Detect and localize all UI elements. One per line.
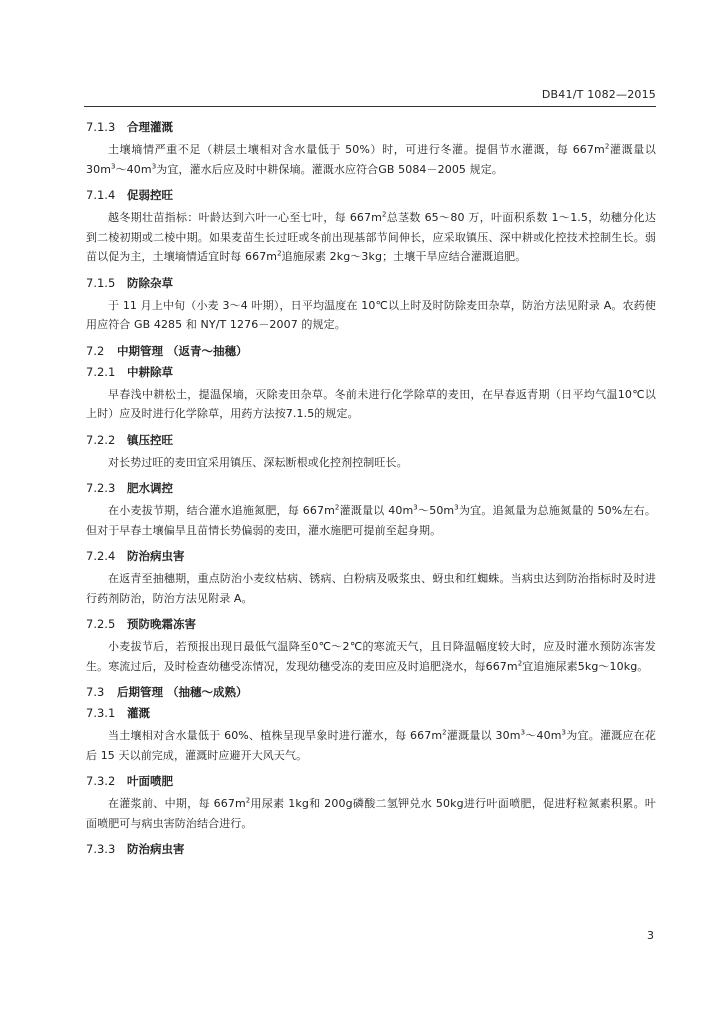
paragraph-text: 灌溉量以 40m — [339, 504, 414, 517]
section-heading — [86, 187, 656, 203]
paragraph-text: 总茎数 65～80 万，叶面积系数 1～1.5，幼穗分化达到二棱初期或二棱中期。如果麦苗生长过旺或冬前出现基部节间伸长，应采取镇压、深中耕或化控技术控制生长。弱苗以促为主，土壤墒情适宜时每 667m — [86, 211, 656, 263]
section-title: 促弱控旺 — [127, 188, 173, 202]
unit-superscript: 2 — [277, 249, 282, 258]
section-title: 镇压控旺 — [127, 432, 173, 447]
paragraph-text: 灌溉量以 30m — [86, 143, 656, 176]
unit-superscript: 2 — [245, 796, 251, 805]
paragraph-text: ～50m — [417, 504, 455, 517]
paragraph-text: 于 11 月上中旬（小麦 3～4 叶期），日平均温度在 10℃以上时及时防除麦田杂草，防治方法见附录 A。农药使用应符合 GB 4285 和 NY/T 1276－2007 的规定。 — [86, 298, 656, 331]
page-number: 3 — [647, 929, 654, 942]
paragraph-text: ～40m — [115, 162, 152, 176]
section-heading — [86, 119, 656, 135]
standard-code: DB41/T 1082—2015 — [541, 88, 656, 101]
section-title: 中期管理 （返青～抽穗） — [117, 343, 248, 358]
section-title: 后期管理 （抽穗～成熟） — [117, 685, 248, 699]
section-paragraph — [86, 501, 656, 540]
unit-superscript: 2 — [334, 503, 340, 512]
section-heading — [86, 705, 656, 721]
section-number: 7.1.5 — [86, 275, 116, 290]
section-title: 防治病虫害 — [127, 549, 185, 563]
section-number: 7.1.4 — [86, 188, 116, 202]
section-heading — [86, 684, 656, 700]
section-heading — [86, 432, 656, 448]
section-paragraph — [86, 296, 656, 335]
section-title: 肥水调控 — [127, 481, 173, 495]
section-paragraph — [86, 140, 656, 179]
section-number: 7.2.2 — [86, 432, 116, 447]
unit-superscript: 3 — [413, 503, 418, 512]
unit-superscript: 3 — [454, 503, 459, 512]
unit-superscript: 3 — [520, 728, 526, 737]
section-heading — [86, 548, 656, 564]
section-title: 预防晚霜冻害 — [127, 617, 196, 631]
section-paragraph — [86, 208, 656, 267]
unit-superscript: 2 — [381, 210, 387, 219]
section-number: 7.3.1 — [86, 706, 116, 720]
section-number: 7.2.5 — [86, 617, 116, 631]
unit-superscript: 3 — [111, 161, 116, 170]
section-title: 防治病虫害 — [127, 842, 185, 856]
section-paragraph — [86, 794, 656, 833]
paragraph-text: 早春浅中耕松土，提温保墒，灭除麦田杂草。冬前未进行化学除草的麦田，在早春返青期（日平均气温10℃以上时）应及时进行化学除草，用药方法按7.1.5的规定。 — [86, 387, 656, 420]
section-heading — [86, 616, 656, 632]
section-number: 7.2.1 — [86, 364, 116, 379]
unit-superscript: 2 — [604, 142, 610, 151]
paragraph-text: 宜追施尿素5kg～10kg。 — [522, 659, 649, 673]
paragraph-text: 灌溉量以 30m — [446, 729, 521, 742]
paragraph-text: 在小麦拔节期，结合灌水追施氮肥，每 667m — [108, 504, 335, 517]
section-paragraph — [86, 453, 656, 473]
paragraph-text: 为宜。灌溉应在花后 15 天以前完成，灌溉时应避开大风天气。 — [86, 729, 656, 762]
unit-superscript: 3 — [151, 161, 157, 170]
paragraph-text: 小麦拔节后，若预报出现日最低气温降至0℃～2℃的寒流天气，且日降温幅度较大时，应及时灌水预防冻害发生。寒流过后，及时检查幼穗受冻情况，发现幼穗受冻的麦田应及时追肥浇水，每667m — [86, 640, 656, 673]
unit-superscript: 2 — [517, 658, 523, 667]
section-heading — [86, 275, 656, 291]
document-body — [86, 116, 656, 862]
section-paragraph — [86, 726, 656, 765]
paragraph-text: 对长势过旺的麦田宜采用镇压、深耘断根或化控剂控制旺长。 — [108, 455, 408, 469]
section-number: 7.3.3 — [86, 842, 116, 856]
section-number: 7.2.3 — [86, 481, 116, 495]
section-heading — [86, 480, 656, 496]
section-title: 灌溉 — [127, 706, 150, 720]
section-title: 防除杂草 — [127, 275, 173, 290]
section-number: 7.3 — [86, 685, 105, 699]
section-heading — [86, 773, 656, 789]
paragraph-text: 用尿素 1kg和 200g磷酸二氢钾兑水 50kg进行叶面喷肥，促进籽粒氮素积累。叶面喷肥可与病虫害防治结合进行。 — [86, 797, 656, 830]
paragraph-text: ～40m — [525, 729, 562, 742]
header-rule — [84, 106, 656, 107]
section-number: 7.3.2 — [86, 774, 116, 788]
paragraph-text: 在灌浆前、中期，每 667m — [108, 797, 246, 810]
paragraph-text: 为宜。追氮量为总施氮量的 50%左右。但对于早春土壤偏旱且苗情长势偏弱的麦田，灌水施肥可提前至起身期。 — [86, 504, 656, 537]
paragraph-text: 土壤墒情严重不足（耕层土壤相对含水量低于 50%）时，可进行冬灌。提倡节水灌溉，每 667m — [108, 143, 605, 156]
section-heading — [86, 841, 656, 857]
section-number: 7.2.4 — [86, 549, 116, 563]
section-paragraph — [86, 385, 656, 424]
unit-superscript: 3 — [561, 728, 567, 737]
section-paragraph — [86, 637, 656, 676]
section-number: 7.2 — [86, 343, 105, 358]
section-heading — [86, 343, 656, 359]
section-title: 中耕除草 — [127, 364, 173, 379]
paragraph-text: 越冬期壮苗指标：叶龄达到六叶一心至七叶，每 667m — [108, 211, 382, 224]
section-title: 叶面喷肥 — [127, 774, 173, 788]
section-heading — [86, 364, 656, 380]
section-paragraph — [86, 569, 656, 608]
paragraph-text: 在返青至抽穗期，重点防治小麦纹枯病、锈病、白粉病及吸浆虫、蚜虫和红蜘蛛。当病虫达到防治指标时及时进行药剂防治，防治方法见附录 A。 — [86, 572, 656, 605]
paragraph-text: 当土壤相对含水量低于 60%、植株呈现旱象时进行灌水，每 667m — [108, 729, 443, 742]
paragraph-text: 为宜，灌水后应及时中耕保墒。灌溉水应符合GB 5084－2005 规定。 — [156, 162, 503, 176]
section-number: 7.1.3 — [86, 120, 116, 134]
paragraph-text: 追施尿素 2kg～3kg；土壤干旱应结合灌溉追肥。 — [281, 250, 527, 263]
section-title: 合理灌溉 — [127, 120, 173, 134]
unit-superscript: 2 — [442, 728, 447, 737]
